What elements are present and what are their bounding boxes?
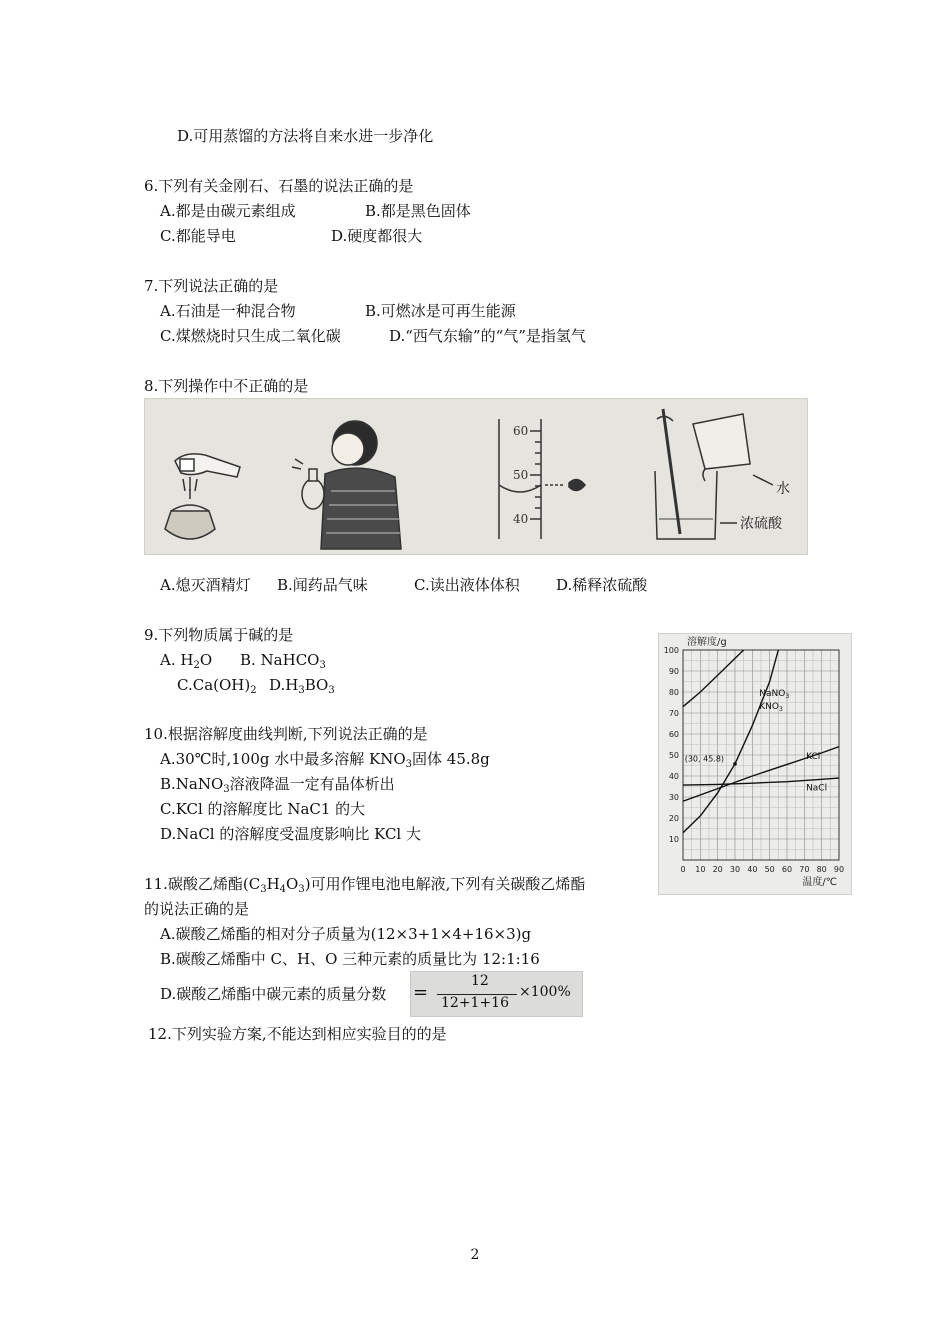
cylinder-mark-60: 60 — [513, 424, 529, 438]
formula-numerator: 12 — [471, 973, 489, 989]
series-label-kcl: KCl — [806, 752, 821, 763]
series-line-kno3 — [683, 650, 778, 833]
q7-option-c: C.煤燃烧时只生成二氧化碳 — [160, 327, 341, 345]
intersection-annotation: (30, 45.8) — [684, 754, 725, 764]
q9-option-a: A. $H_2O$ — [160, 651, 213, 671]
y-tick-label: 80 — [668, 688, 679, 697]
solubility-chart — [658, 633, 852, 895]
y-tick-label: 30 — [668, 793, 679, 802]
intersection-point — [733, 762, 737, 766]
q11-stem-line2: 的说法正确的是 — [144, 900, 250, 918]
q7-stem: 7.下列说法正确的是 — [144, 277, 279, 295]
q10-option-d: D.NaCl 的溶解度受温度影响比 KCl 大 — [160, 825, 421, 843]
alcohol-lamp-illustration — [165, 454, 240, 539]
cylinder-mark-50: 50 — [513, 468, 529, 482]
formula-tail: ×100% — [519, 984, 571, 1000]
q8-lab-operations-figure — [144, 398, 808, 555]
q9-option-c: $C.Ca(OH)_2$ — [177, 676, 257, 696]
q11-option-a: A.碳酸乙烯酯的相对分子质量为(12×3+1×4+16×3)g — [160, 925, 532, 943]
x-tick-label: 40 — [747, 865, 758, 874]
cylinder-mark-40: 40 — [513, 512, 529, 526]
mass-fraction-formula — [410, 971, 583, 1017]
q8-stem: 8.下列操作中不正确的是 — [144, 377, 309, 395]
water-label: 水 — [776, 481, 790, 497]
q6-option-b: B.都是黑色固体 — [365, 202, 471, 220]
y-tick-label: 50 — [668, 751, 679, 760]
q10-option-a: A.30℃时,100g 水中最多溶解 $KNO_3$固体 45.8g — [160, 750, 490, 770]
y-tick-label: 90 — [668, 667, 679, 676]
series-label-kno3: $KNO_3$ — [759, 701, 783, 713]
q7-option-a: A.石油是一种混合物 — [160, 302, 296, 320]
graduated-cylinder-illustration — [499, 419, 585, 539]
q7-option-b: B.可燃冰是可再生能源 — [365, 302, 516, 320]
x-tick-label: 10 — [695, 865, 706, 874]
q9-stem: 9.下列物质属于碱的是 — [144, 626, 294, 644]
formula-denominator: 12+1+16 — [441, 995, 509, 1011]
x-tick-label: 50 — [764, 865, 775, 874]
q8-option-a: A.熄灭酒精灯 — [160, 576, 251, 594]
x-tick-label: 30 — [729, 865, 741, 874]
q5-option-d: D.可用蒸馏的方法将自来水进一步净化 — [177, 127, 434, 145]
y-tick-label: 10 — [668, 835, 679, 844]
q8-option-d: D.稀释浓硫酸 — [556, 576, 648, 594]
q7-option-d: D.“西气东输”的“气”是指氢气 — [389, 327, 586, 345]
q12-stem: 12.下列实验方案,不能达到相应实验目的的是 — [148, 1025, 447, 1043]
acid-label: 浓硫酸 — [740, 516, 782, 532]
boy-smelling-illustration — [292, 421, 401, 549]
q11-stem-line1: 11.碳酸乙烯酯$(C_3H_4O_3)$可用作锂电池电解液,下列有关碳酸乙烯酯 — [144, 875, 586, 895]
q8-option-c: C.读出液体体积 — [414, 576, 520, 594]
q8-option-b: B.闻药品气味 — [277, 576, 368, 594]
q10-option-c: C.KCl 的溶解度比 NaC1 的大 — [160, 800, 366, 818]
x-tick-label: 20 — [712, 865, 723, 874]
y-tick-label: 40 — [668, 772, 679, 781]
q9-option-d: $D.H_3BO_3$ — [269, 676, 335, 696]
y-tick-label: 20 — [668, 814, 679, 823]
q11-option-d: D.碳酸乙烯酯中碳元素的质量分数 — [160, 985, 387, 1003]
page-number: 2 — [470, 1247, 480, 1263]
x-axis-label: 温度/℃ — [802, 877, 837, 888]
formula-equals: = — [413, 982, 429, 1003]
q10-option-b: B.NaNO$_3$溶液降温一定有晶体析出 — [160, 775, 395, 795]
x-tick-label: 70 — [799, 865, 810, 874]
y-tick-label: 100 — [663, 646, 679, 655]
q10-stem: 10.根据溶解度曲线判断,下列说法正确的是 — [144, 725, 428, 743]
q11-option-b: B.碳酸乙烯酯中 C、H、O 三种元素的质量比为 12:1:16 — [160, 950, 540, 968]
chart-title: 溶解度/g — [687, 637, 727, 648]
q9-option-b: B. NaHCO$_3$ — [240, 651, 326, 671]
q6-option-a: A.都是由碳元素组成 — [160, 202, 296, 220]
x-tick-label: 90 — [833, 865, 845, 874]
x-tick-label: 0 — [680, 865, 686, 874]
q6-option-c: C.都能导电 — [160, 227, 236, 245]
q6-option-d: D.硬度都很大 — [331, 227, 423, 245]
y-tick-label: 60 — [668, 730, 679, 739]
series-label-nano3: NaNO$_3$ — [759, 689, 790, 701]
q6-stem: 6.下列有关金刚石、石墨的说法正确的是 — [144, 177, 414, 195]
y-tick-label: 70 — [668, 709, 679, 718]
x-tick-label: 60 — [781, 865, 793, 874]
solubility-chart-svg — [659, 634, 851, 894]
x-tick-label: 80 — [816, 865, 827, 874]
series-label-nacl: NaCl — [806, 783, 828, 794]
